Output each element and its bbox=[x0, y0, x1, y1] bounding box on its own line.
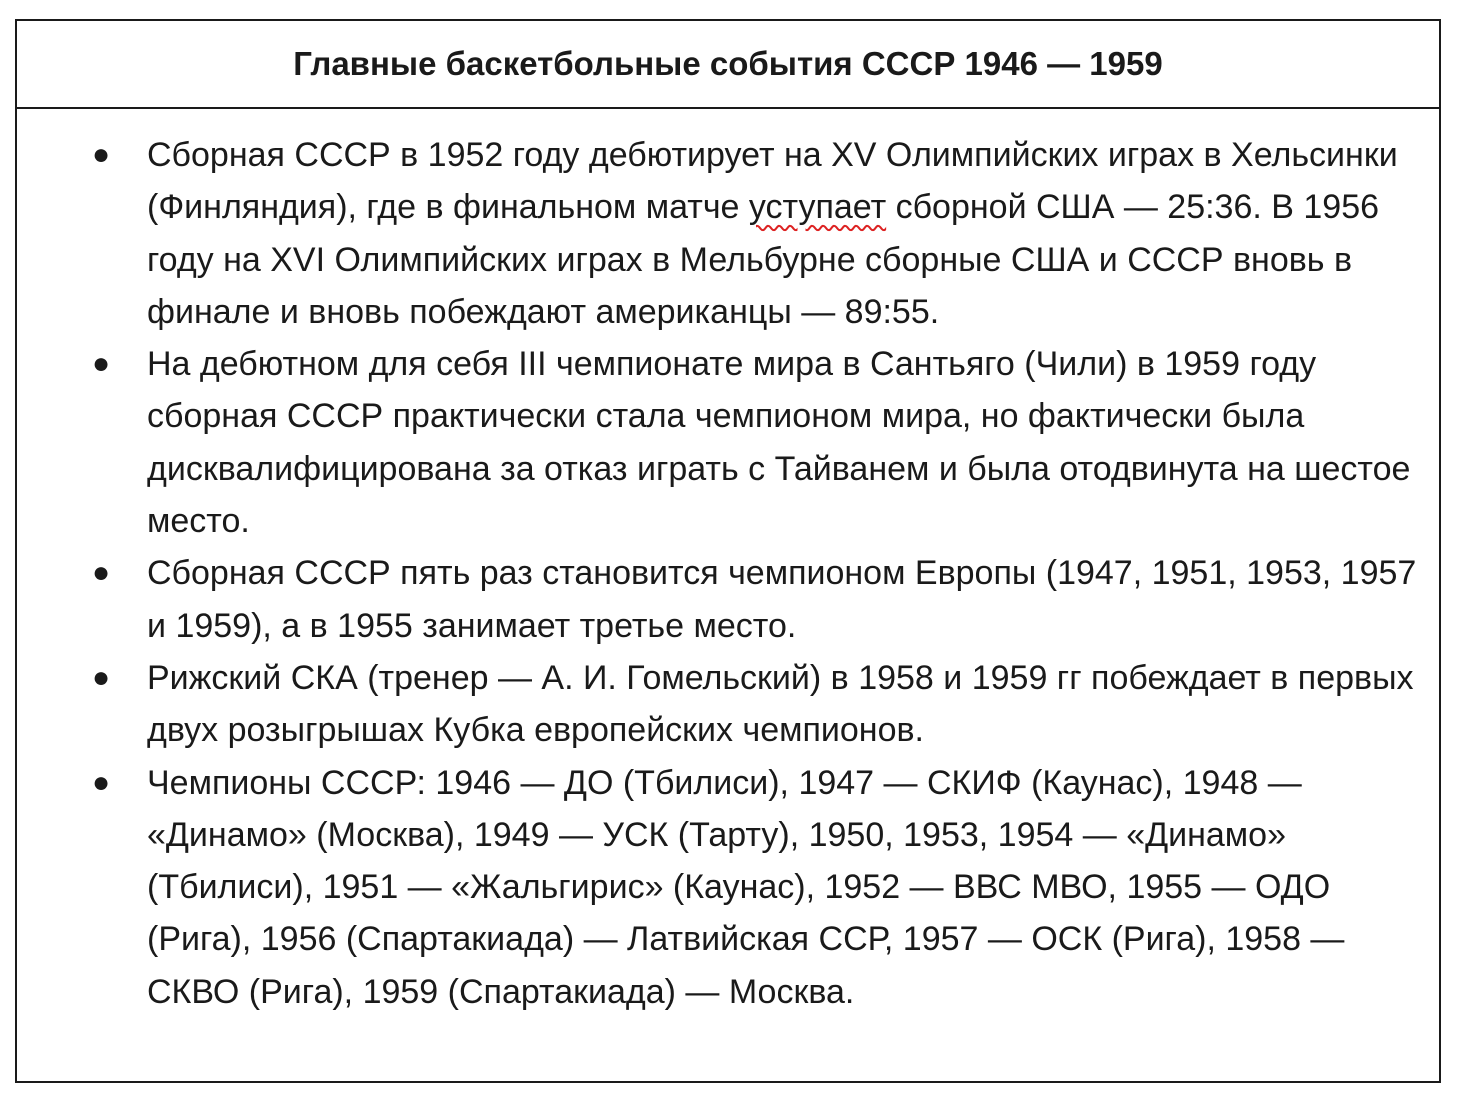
list-item-text: Рижский СКА (тренер — А. И. Гомельский) в 1958 и 1959 гг побеждает в первых двух розыгрышах Кубка европейских чемпионов. bbox=[147, 658, 1414, 750]
bullet-icon: ● bbox=[92, 347, 111, 381]
bullet-icon: ● bbox=[92, 660, 111, 694]
list-item bbox=[17, 547, 1439, 652]
bullet-icon: ● bbox=[92, 765, 111, 799]
spellcheck-flagged-word[interactable]: уступает bbox=[748, 188, 887, 227]
list-item-text-before: Сборная СССР в 1952 году дебютирует на XV Олимпийских играх в Хельсинки (Финляндия), где в финальном матче bbox=[147, 136, 1398, 227]
list-item bbox=[17, 129, 1439, 338]
events-table bbox=[15, 19, 1441, 1083]
bullet-icon: ● bbox=[92, 138, 111, 171]
list-item-text: Чемпионы СССР: 1946 — ДО (Тбилиси), 1947 — СКИФ (Каунас), 1948 — «Динамо» (Москва), 1949 — УСК (Тарту), 1950, 1953, 1954 — «Динамо» (Тбилиси), 1951 — «Жальгирис» (Каунас), 1952 — ВВС МВО, 1955 — ОДО (Рига), 1956 (Спартакиада) — Латвийская ССР, 1957 — ОСК (Рига), 1958 — СКВО (Рига), 1959 (Спартакиада) — Москва. bbox=[147, 763, 1345, 1011]
list-item-text: Сборная СССР пять раз становится чемпионом Европы (1947, 1951, 1953, 1957 и 1959), а в 1955 занимает третье место. bbox=[147, 554, 1417, 645]
list-item bbox=[17, 757, 1439, 1018]
list-item-text-after: сборной США — 25:36. В 1956 году на XVI Олимпийских играх в Мельбурне сборные США и СССР вновь в финале и вновь побеждают американцы — 89:55. bbox=[147, 188, 1380, 331]
events-list bbox=[17, 129, 1439, 1018]
page-title: Главные баскетбольные события СССР 1946 — 1959 bbox=[293, 45, 1163, 82]
list-item bbox=[17, 338, 1439, 547]
table-header bbox=[17, 21, 1439, 109]
list-item bbox=[17, 652, 1439, 757]
list-item-text: На дебютном для себя III чемпионате мира в Сантьяго (Чили) в 1959 году сборная СССР практически стала чемпионом мира, но фактически была дисквалифицирована за отказ играть с Тайванем и была отодвинута на шестое место. bbox=[147, 345, 1411, 541]
table-body bbox=[17, 109, 1439, 1018]
bullet-icon: ● bbox=[92, 556, 111, 590]
